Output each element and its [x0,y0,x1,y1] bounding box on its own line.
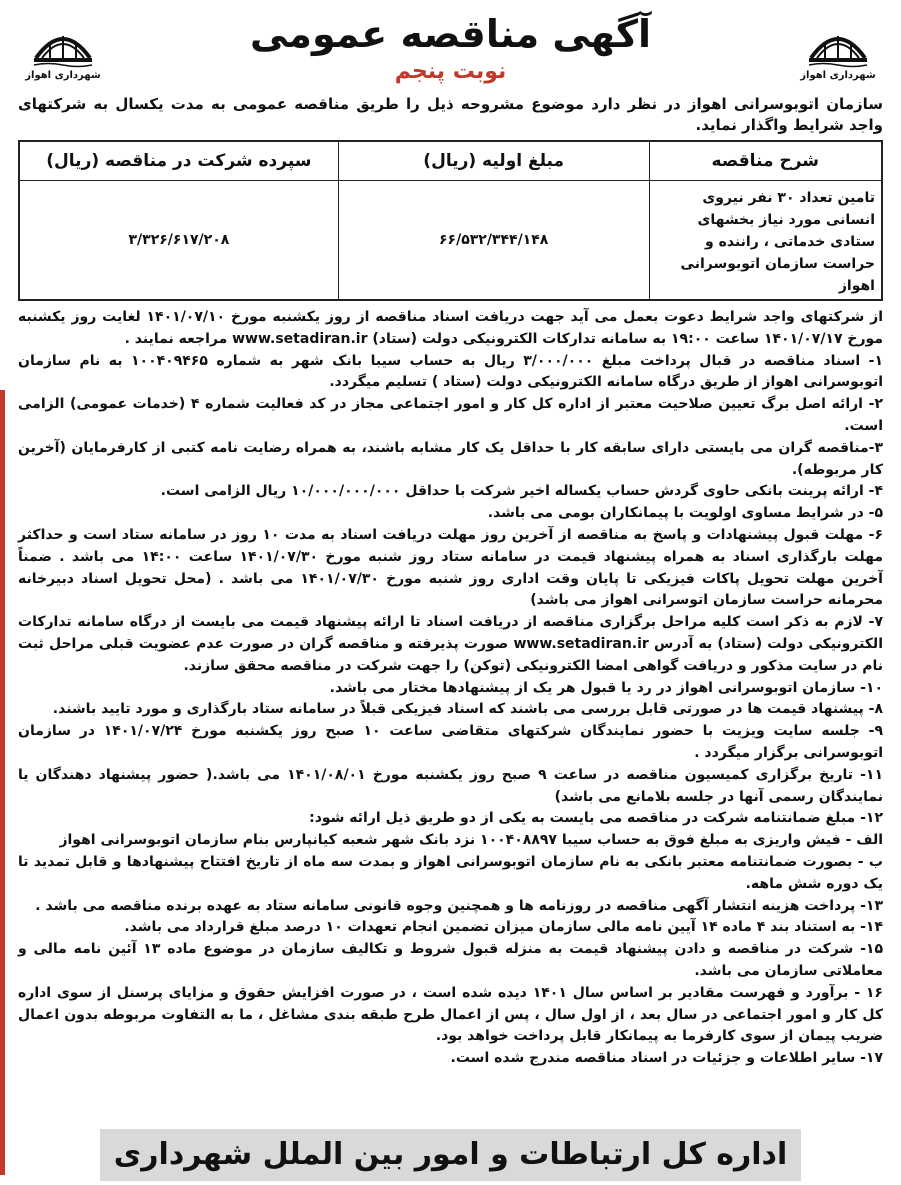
paragraph-16: ۱۶ - برآورد و فهرست مقادیر بر اساس سال ۱۴۰۱ دیده شده است ، در صورت افزایش حقوق و مزایای پرسنل از سوی اداره کل کار و امور اجتماعی در سال بعد ، از اول سال ، پس از اعمال طرح طبقه بندی مشاغل ، ما به التفاوت مربوطه بدون اعمال ضریب پیمان از سوی کارفرما به پیمانکار قابل پرداخت خواهد بود. [18,984,883,1045]
paragraph-2: ۲- ارائه اصل برگ تعیین صلاحیت معتبر از اداره کل کار و امور اجتماعی مجاز در کد فعالیت شماره ۴ (خدمات عمومی) الزامی است. [18,396,883,434]
paragraph-4: ۴- ارائه پرینت بانکی حاوی گردش حساب یکساله اخیر شرکت با حداقل ۱۰/۰۰۰/۰۰۰/۰۰۰ ریال الزامی است. [160,483,883,500]
paragraph-12-b: ب - بصورت ضمانتنامه معتبر بانکی به نام سازمان اتوبوسرانی اهواز و بمدت سه ماه از تاریخ افتتاح پیشنهادها و قابل تمدید تا یک دوره شش ماهه. [18,853,883,892]
table-header-initial-amount: مبلغ اولیه (ریال) [338,141,649,181]
conditions-list [18,307,883,1070]
paragraph-12-a: الف - فیش واریزی به مبلغ فوق به حساب سیبا ۱۰۰۴۰۸۸۹۷ نزد بانک شهر شعبه کیانپارس بنام سازمان اتوبوسرانی اهواز [59,832,883,849]
footer-banner: اداره کل ارتباطات و امور بین الملل شهرداری [100,1129,801,1181]
paragraph-13: ۱۳- پرداخت هزینه انتشار آگهی مناقصه در روزنامه ها و همچنین وجوه قانونی سامانه ستاد به عهده برنده مناقصه می باشد . [35,897,883,914]
paragraph-11: ۱۱- تاریخ برگزاری کمیسیون مناقصه در ساعت ۹ صبح روز یکشنبه مورخ ۱۴۰۱/۰۸/۰۱ می باشد.( حضور پیشنهاد دهندگان یا نمایندگان رسمی آنها در جلسه بلامانع می باشد) [18,766,884,805]
paragraph-7: ۷- لازم به ذکر است کلیه مراحل برگزاری مناقصه از دریافت اسناد تا ارائه پیشنهاد قیمت می بایست از درگاه سامانه تدارکات الکترونیکی دولت (ستاد) به آدرس www.setadiran.ir صورت پذیرفته و مناقصه گران در صورت عدم عضویت قبلی مراحل ثبت نام در سایت مذکور و دریافت گواهی امضا الکترونیکی (توکن) را جهت شرکت در مناقصه محقق سازند. [18,614,883,674]
logo-right [793,18,883,98]
logo-caption: شهرداری اهواز [800,70,876,81]
paragraph-10: ۱۰- سازمان اتوبوسرانی اهواز در رد یا قبول هر یک از پیشنهادها مختار می باشد. [329,679,883,696]
bridge-logo-icon [32,18,94,68]
paragraph-8: ۸- پیشنهاد قیمت ها در صورتی قابل بررسی می باشند که اسناد فیزیکی قبلاً در سامانه ستاد بارگذاری و مورد تایید باشند. [52,701,883,718]
paragraph-17: ۱۷- سایر اطلاعات و جزئیات در اسناد مناقصه مندرج شده است. [450,1050,883,1067]
paragraph-12: ۱۲- مبلغ ضمانتنامه شرکت در مناقصه می بایست به یکی از دو طریق ذیل ارائه شود: [309,810,883,827]
paragraph-9: ۹- جلسه سایت ویزیت با حضور نمایندگان شرکتهای متقاضی ساعت ۱۰ صبح روز یکشنبه مورخ ۱۴۰۱/۰۷/۲۴ در سازمان اتوبوسرانی برگزار میگردد . [18,723,883,761]
logo-left [18,18,108,98]
paragraph-invitation: از شرکتهای واجد شرایط دعوت بعمل می آید جهت دریافت اسناد مناقصه از روز یکشنبه مورخ ۱۴۰۱/۰۷/۱۰ لغایت روز یکشنبه مورخ ۱۴۰۱/۰۷/۱۷ ساعت ۱۹:۰۰ به سامانه تدارکات الکترونیکی دولت (ستاد) www.setadiran.ir مراجعه نمایند . [18,309,883,347]
left-edge-stripe [0,390,5,1175]
table-header-description: شرح مناقصه [649,141,882,181]
tender-table [18,140,883,301]
table-header-deposit: سپرده شرکت در مناقصه (ریال) [19,141,338,181]
round-subtitle: نوبت پنجم [394,59,507,84]
paragraph-1: ۱- اسناد مناقصه در قبال پرداخت مبلغ ۳/۰۰۰/۰۰۰ ریال به حساب سیبا بانک شهر به شماره ۱۰۰۴۰۹۴۶۵ به نام سازمان اتوبوسرانی اهواز از طریق درگاه سامانه الکترونیکی دولت (ستاد ) تسلیم میگردد. [18,352,883,391]
bridge-logo-icon [807,18,869,68]
page-title: آگهی مناقصه عمومی [249,12,652,56]
tender-notice [18,8,883,1178]
paragraph-15: ۱۵- شرکت در مناقصه و دادن پیشنهاد قیمت به منزله قبول شروط و تکالیف سازمان در موضوع ماده ۱۳ آئین نامه مالی و معاملاتی سازمان می باشد. [18,941,883,979]
cell-deposit: ۳/۳۲۶/۶۱۷/۲۰۸ [19,181,338,301]
cell-description: تامین تعداد ۳۰ نفر نیروی انسانی مورد نیاز بخشهای ستادی خدماتی ، راننده و حراست سازمان اتوبوسرانی اهواز [649,181,882,301]
paragraph-14: ۱۴- به استناد بند ۴ ماده ۱۴ آیین نامه مالی سازمان میزان تضمین انجام تعهدات ۱۰ درصد مبلغ قرارداد می باشد. [124,919,883,936]
paragraph-6: ۶- مهلت قبول پیشنهادات و پاسخ به مناقصه از آخرین روز مهلت دریافت اسناد به مدت ۱۰ روز در سامانه ستاد است و حداکثر مهلت بارگذاری اسناد به همراه پیشنهاد قیمت در سامانه ستاد روز شنبه مورخ ۱۴۰۱/۰۷/۳۰ ساعت ۱۴:۰۰ می باشد . ضمناً آخرین مهلت تحویل پاکات فیزیکی تا پایان وقت اداری روز شنبه مورخ ۱۴۰۱/۰۷/۳۰ می باشد . (محل تحویل اسناد دبیرخانه محرمانه حراست سازمان اتوسرانی اهواز می باشد) [18,526,884,609]
paragraph-3: ۳-مناقصه گران می بایستی دارای سابقه کار با حداقل یک کار مشابه باشند، به همراه رضایت نامه کتبی از کارفرمایان (آخرین کار مربوطه). [18,439,883,478]
table-row [19,181,882,301]
logo-caption: شهرداری اهواز [25,70,101,81]
intro-text: سازمان اتوبوسرانی اهواز در نظر دارد موضوع مشروحه ذیل را طریق مناقصه عمومی به مدت یکسال به شرکتهای واجد شرایط واگذار نماید. [18,95,883,134]
table-header-row [19,141,882,181]
paragraph-5: ۵- در شرایط مساوی اولویت با پیمانکاران بومی می باشد. [487,505,883,522]
cell-initial-amount: ۶۶/۵۳۲/۳۴۴/۱۴۸ [338,181,649,301]
